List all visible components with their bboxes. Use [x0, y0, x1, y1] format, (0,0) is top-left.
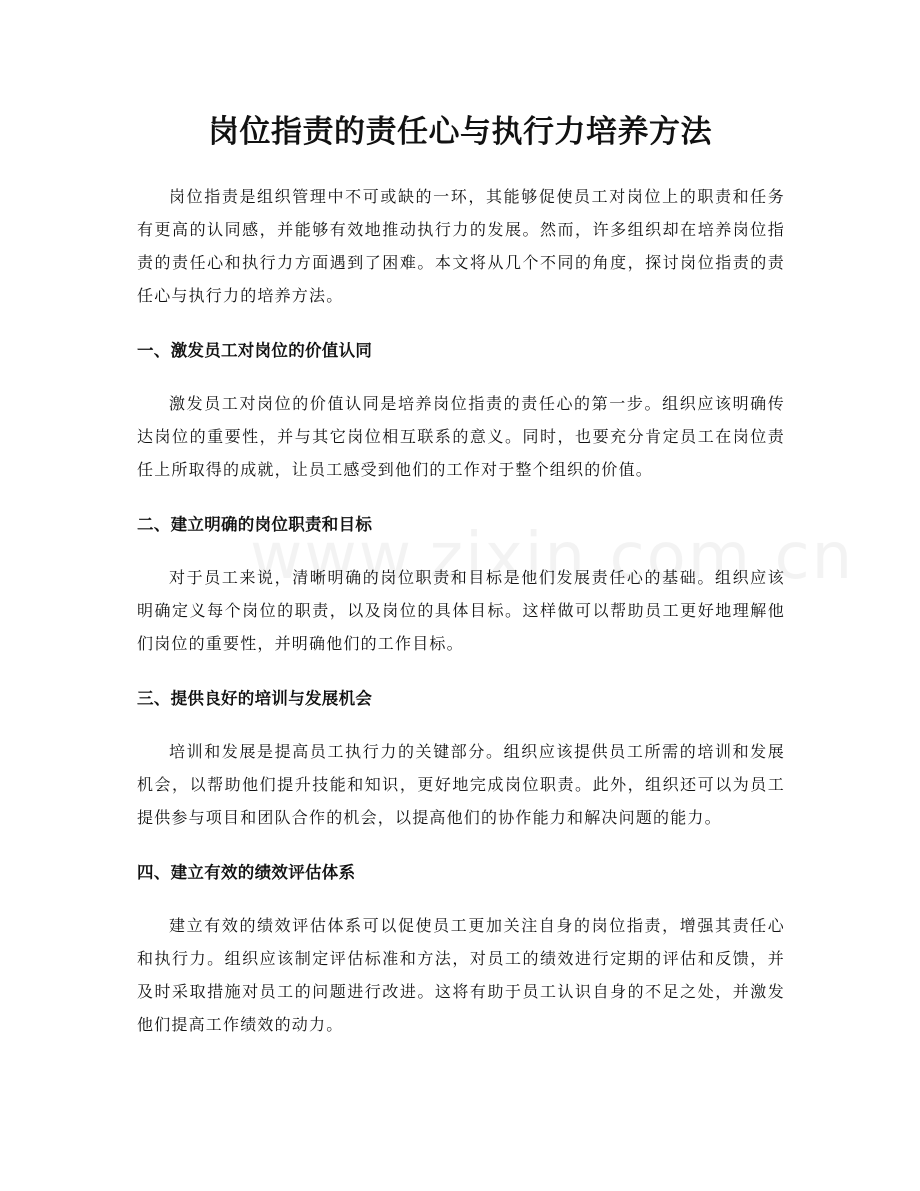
section-heading-3: 三、提供良好的培训与发展机会	[137, 689, 373, 708]
section-body-3: 培训和发展是提高员工执行力的关键部分。组织应该提供员工所需的培训和发展机会，以帮助他们提升技能和知识，更好地完成岗位职责。此外，组织还可以为员工提供参与项目和团队合作的机会，以提高他们的协作能力和解决问题的能力。	[137, 742, 785, 827]
document-title: 岗位指责的责任心与执行力培养方法	[208, 114, 712, 150]
intro-paragraph: 岗位指责是组织管理中不可或缺的一环，其能够促使员工对岗位上的职责和任务有更高的认同感，并能够有效地推动执行力的发展。然而，许多组织却在培养岗位指责的责任心和执行力方面遇到了困难。本文将从几个不同的角度，探讨岗位指责的责任心与执行力的培养方法。	[137, 187, 785, 305]
document-body	[137, 180, 785, 1041]
section-body-2: 对于员工来说，清晰明确的岗位职责和目标是他们发展责任心的基础。组织应该明确定义每个岗位的职责，以及岗位的具体目标。这样做可以帮助员工更好地理解他们岗位的重要性，并明确他们的工作目标。	[137, 568, 785, 653]
section-heading-2: 二、建立明确的岗位职责和目标	[137, 515, 373, 534]
section-body-1: 激发员工对岗位的价值认同是培养岗位指责的责任心的第一步。组织应该明确传达岗位的重要性，并与其它岗位相互联系的意义。同时，也要充分肯定员工在岗位责任上所取得的成就，让员工感受到他们的工作对于整个组织的价值。	[137, 394, 785, 479]
section-heading-1: 一、激发员工对岗位的价值认同	[137, 341, 373, 360]
section-heading-4: 四、建立有效的绩效评估体系	[137, 863, 356, 882]
section-body-4: 建立有效的绩效评估体系可以促使员工更加关注自身的岗位指责，增强其责任心和执行力。组织应该制定评估标准和方法，对员工的绩效进行定期的评估和反馈，并及时采取措施对员工的问题进行改进。这将有助于员工认识自身的不足之处，并激发他们提高工作绩效的动力。	[137, 916, 785, 1034]
